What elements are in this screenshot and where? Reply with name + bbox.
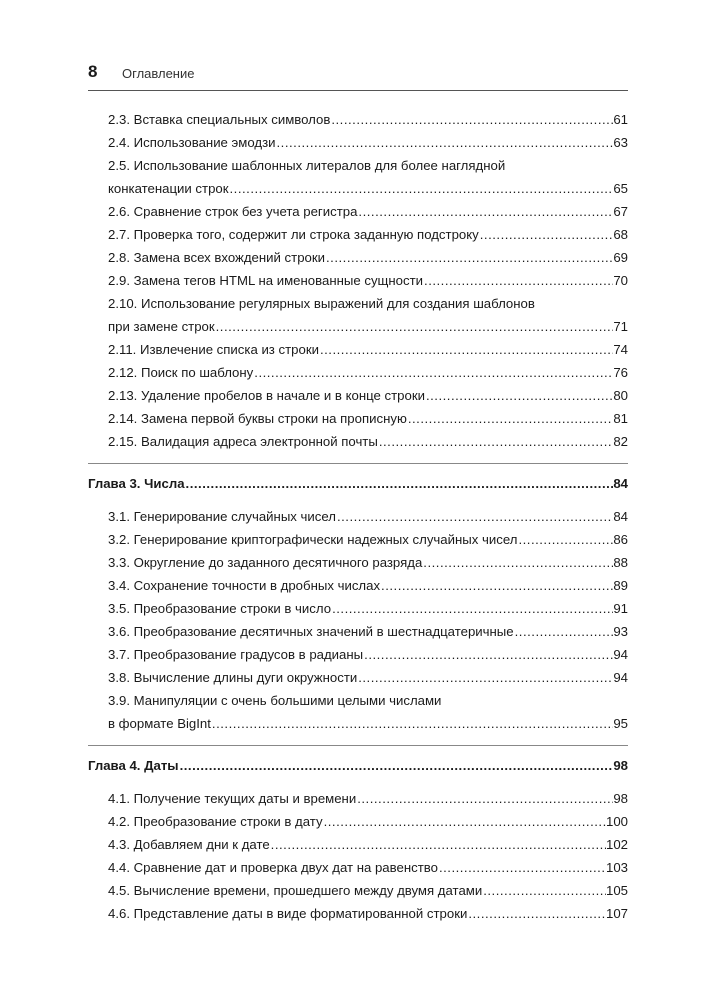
dot-leader: [185, 472, 614, 495]
toc-page-number: 71: [613, 319, 628, 334]
dot-leader: [407, 407, 613, 430]
table-of-contents: [88, 108, 628, 925]
dot-leader: [357, 200, 613, 223]
toc-page-number: 105: [605, 883, 628, 898]
toc-page-number: 84: [613, 509, 628, 524]
toc-page-number: 81: [613, 411, 628, 426]
dot-leader: [423, 269, 613, 292]
dot-leader: [323, 810, 606, 833]
dot-leader: [319, 338, 613, 361]
dot-leader: [276, 131, 614, 154]
toc-entry-title-line1: 3.9. Манипуляции с очень большими целыми числами: [108, 693, 442, 708]
section-divider: [88, 745, 628, 746]
toc-entry-title: конкатенации строк: [108, 181, 229, 196]
toc-page-number: 91: [613, 601, 628, 616]
dot-leader: [325, 246, 613, 269]
toc-page-number: 63: [613, 135, 628, 150]
toc-page-number: 74: [613, 342, 628, 357]
toc-entry-e26[interactable]: [88, 879, 628, 902]
dot-leader: [211, 712, 613, 735]
toc-entry-title: 2.8. Замена всех вхождений строки: [108, 250, 326, 265]
toc-entry-e13[interactable]: [88, 505, 628, 528]
toc-entry-e19[interactable]: [88, 643, 628, 666]
toc-entry-title: 2.14. Замена первой буквы строки на прописную: [108, 411, 407, 426]
toc-page-number: 102: [605, 837, 628, 852]
toc-page-number: 98: [613, 758, 628, 773]
toc-page-number: 95: [613, 716, 628, 731]
toc-entry-title: в формате BigInt: [108, 716, 211, 731]
toc-page-number: 68: [613, 227, 628, 242]
toc-page-number: 98: [613, 791, 628, 806]
toc-entry-e8[interactable]: [88, 338, 628, 361]
toc-entry-e10[interactable]: [88, 384, 628, 407]
dot-leader: [363, 643, 613, 666]
toc-entry-title: 4.5. Вычисление времени, прошедшего между двумя датами: [108, 883, 483, 898]
toc-entry-title: 4.1. Получение текущих даты и времени: [108, 791, 357, 806]
toc-entry-e25[interactable]: [88, 856, 628, 879]
toc-page-number: 80: [613, 388, 628, 403]
toc-page-number: 86: [613, 532, 628, 547]
toc-entry-title: 3.8. Вычисление длины дуги окружности: [108, 670, 358, 685]
dot-leader: [380, 574, 613, 597]
toc-page-number: 69: [613, 250, 628, 265]
toc-entry-e1[interactable]: [88, 131, 628, 154]
toc-entry-title: Глава 3. Числа: [88, 476, 185, 491]
toc-entry-title: 2.11. Извлечение списка из строки: [108, 342, 319, 357]
toc-page-number: 67: [613, 204, 628, 219]
toc-entry-e24[interactable]: [88, 833, 628, 856]
toc-page-number: 94: [613, 647, 628, 662]
dot-leader: [179, 754, 614, 777]
toc-entry-e4[interactable]: [88, 223, 628, 246]
toc-entry-title: 3.1. Генерирование случайных чисел: [108, 509, 336, 524]
toc-entry-title: 2.3. Вставка специальных символов: [108, 112, 331, 127]
toc-entry-e27[interactable]: [88, 902, 628, 925]
toc-entry-e23[interactable]: [88, 810, 628, 833]
toc-entry-title: при замене строк: [108, 319, 215, 334]
toc-entry-e21[interactable]: [88, 689, 628, 735]
dot-leader: [331, 597, 613, 620]
toc-page-number: 100: [605, 814, 628, 829]
page-header: [88, 60, 628, 91]
toc-page-number: 61: [613, 112, 628, 127]
toc-entry-e20[interactable]: [88, 666, 628, 689]
toc-entry-e14[interactable]: [88, 528, 628, 551]
toc-entry-title: 2.9. Замена тегов HTML на именованные сущности: [108, 273, 424, 288]
toc-entry-e6[interactable]: [88, 269, 628, 292]
toc-page-number: 70: [613, 273, 628, 288]
toc-entry-title: 2.13. Удаление пробелов в начале и в конце строки: [108, 388, 425, 403]
toc-entry-e9[interactable]: [88, 361, 628, 384]
toc-entry-title: 2.4. Использование эмодзи: [108, 135, 276, 150]
dot-leader: [514, 620, 614, 643]
toc-entry-title-line1: 2.5. Использование шаблонных литералов для более наглядной: [108, 158, 506, 173]
page-number: 8: [88, 62, 98, 81]
toc-page-number: 76: [613, 365, 628, 380]
toc-entry-e2[interactable]: [88, 154, 628, 200]
toc-entry-e5[interactable]: [88, 246, 628, 269]
toc-entry-title: 3.2. Генерирование криптографически надежных случайных чисел: [108, 532, 518, 547]
toc-entry-title: 3.3. Округление до заданного десятичного разряда: [108, 555, 423, 570]
toc-chapter-c3[interactable]: [88, 472, 628, 495]
toc-entry-title: 2.7. Проверка того, содержит ли строка заданную подстроку: [108, 227, 479, 242]
toc-chapter-c4[interactable]: [88, 754, 628, 777]
toc-entry-title: 2.15. Валидация адреса электронной почты: [108, 434, 378, 449]
dot-leader: [215, 315, 614, 338]
toc-entry-e15[interactable]: [88, 551, 628, 574]
toc-entry-title: 2.6. Сравнение строк без учета регистра: [108, 204, 358, 219]
dot-leader: [482, 879, 606, 902]
toc-entry-e16[interactable]: [88, 574, 628, 597]
toc-entry-title: 3.6. Преобразование десятичных значений в шестнадцатеричные: [108, 624, 514, 639]
toc-page-number: 88: [613, 555, 628, 570]
dot-leader: [438, 856, 606, 879]
toc-entry-title: Глава 4. Даты: [88, 758, 179, 773]
dot-leader: [517, 528, 613, 551]
toc-entry-e17[interactable]: [88, 597, 628, 620]
dot-leader: [229, 177, 614, 200]
toc-entry-e22[interactable]: [88, 787, 628, 810]
dot-leader: [378, 430, 613, 453]
toc-page-number: 107: [605, 906, 628, 921]
toc-page-number: 82: [613, 434, 628, 449]
toc-entry-title: 4.4. Сравнение дат и проверка двух дат на равенство: [108, 860, 438, 875]
dot-leader: [357, 666, 613, 689]
toc-entry-e11[interactable]: [88, 407, 628, 430]
toc-entry-title: 3.4. Сохранение точности в дробных числах: [108, 578, 381, 593]
toc-entry-title: 3.5. Преобразование строки в число: [108, 601, 332, 616]
dot-leader: [336, 505, 613, 528]
toc-entry-title: 3.7. Преобразование градусов в радианы: [108, 647, 364, 662]
toc-entry-e12[interactable]: [88, 430, 628, 453]
dot-leader: [330, 108, 613, 131]
dot-leader: [422, 551, 613, 574]
toc-entry-title: 4.6. Представление даты в виде форматированной строки: [108, 906, 468, 921]
dot-leader: [425, 384, 613, 407]
toc-page-number: 94: [613, 670, 628, 685]
dot-leader: [356, 787, 613, 810]
running-title: Оглавление: [122, 66, 195, 81]
toc-entry-e7[interactable]: [88, 292, 628, 338]
toc-entry-title: 4.2. Преобразование строки в дату: [108, 814, 323, 829]
toc-entry-title-line1: 2.10. Использование регулярных выражений для создания шаблонов: [108, 296, 535, 311]
toc-entry-e18[interactable]: [88, 620, 628, 643]
toc-entry-e0[interactable]: [88, 108, 628, 131]
toc-entry-title: 4.3. Добавляем дни к дате: [108, 837, 270, 852]
section-divider: [88, 463, 628, 464]
toc-page-number: 89: [613, 578, 628, 593]
dot-leader: [467, 902, 606, 925]
toc-page-number: 93: [613, 624, 628, 639]
toc-page-number: 65: [613, 181, 628, 196]
dot-leader: [270, 833, 606, 856]
toc-entry-e3[interactable]: [88, 200, 628, 223]
toc-page-number: 103: [605, 860, 628, 875]
toc-entry-title: 2.12. Поиск по шаблону: [108, 365, 254, 380]
toc-page-number: 84: [613, 476, 628, 491]
dot-leader: [479, 223, 614, 246]
dot-leader: [253, 361, 613, 384]
